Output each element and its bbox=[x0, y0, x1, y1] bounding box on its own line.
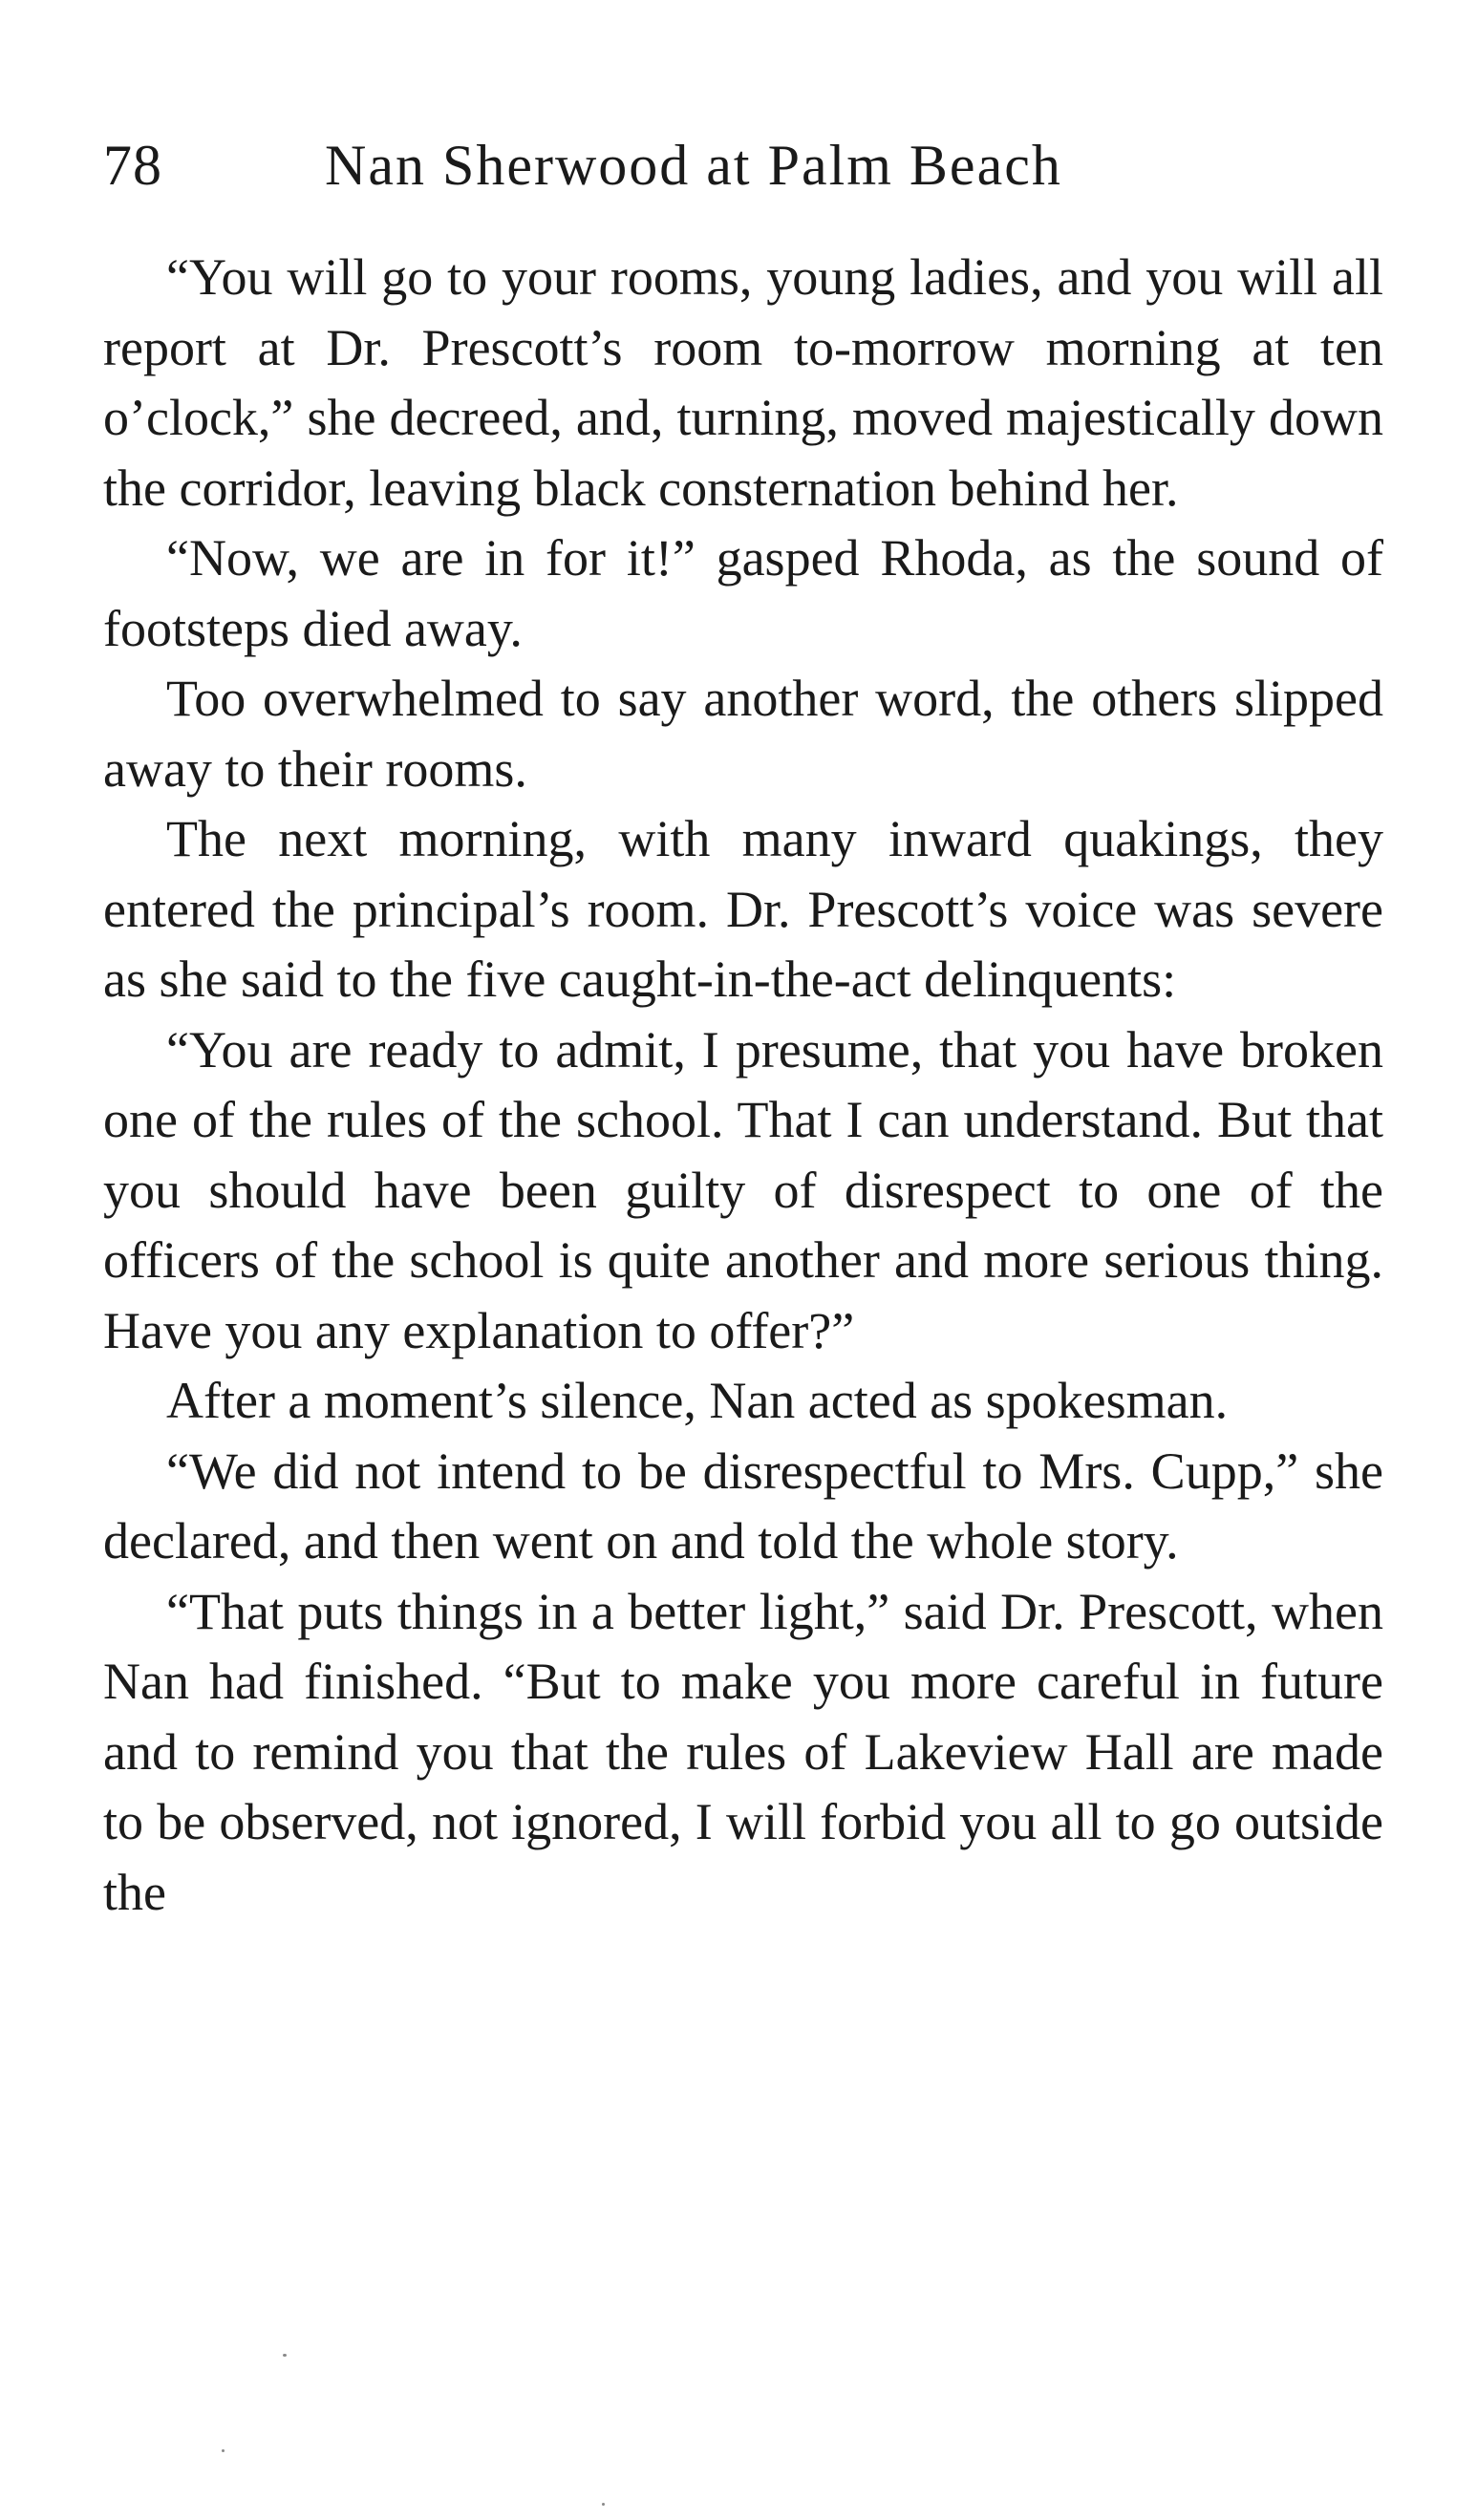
page-header bbox=[103, 122, 1383, 208]
paragraph-2: “Now, we are in for it!” gasped Rhoda, as the sound of footsteps died away. bbox=[103, 529, 1383, 657]
paragraph-5: “You are ready to admit, I presume, that you have broken one of the rules of the school. That I can understand. But that you should have been guilty of disrespect to one of the officers of the school is quite another and more serious thing. Have you any explanation to offer?” bbox=[103, 1020, 1383, 1359]
page-number: 78 bbox=[103, 134, 162, 197]
running-title: Nan Sherwood at Palm Beach bbox=[325, 134, 1062, 197]
paragraph-3: Too overwhelmed to say another word, the others slipped away to their rooms. bbox=[103, 670, 1383, 798]
paragraph-8: “That puts things in a better light,” said Dr. Prescott, when Nan had finished. “But to make you more careful in future and to remind you that the rules of Lakeview Hall are made to be observed, not ignored, I will forbid you all to go outside the bbox=[103, 1582, 1383, 1921]
paragraph-6: After a moment’s silence, Nan acted as spokesman. bbox=[166, 1372, 1229, 1429]
paragraph-4: The next morning, with many inward quakings, they entered the principal’s room. Dr. Prescott’s voice was severe as she said to the five caught-in-the-act delinquents: bbox=[103, 810, 1383, 1008]
paragraph-1: “You will go to your rooms, young ladies, and you will all report at Dr. Prescott’s room to-morrow morning at ten o’clock,” she decreed, and, turning, moved majestically down the corridor, leaving black consternation behind her. bbox=[103, 248, 1383, 517]
paragraph-7: “We did not intend to be disrespectful to Mrs. Cupp,” she declared, and then went on and told the whole story. bbox=[103, 1442, 1383, 1570]
print-speck bbox=[283, 2354, 287, 2357]
print-speck bbox=[602, 2503, 605, 2506]
body-text bbox=[103, 243, 1383, 1928]
print-speck bbox=[222, 2449, 225, 2452]
